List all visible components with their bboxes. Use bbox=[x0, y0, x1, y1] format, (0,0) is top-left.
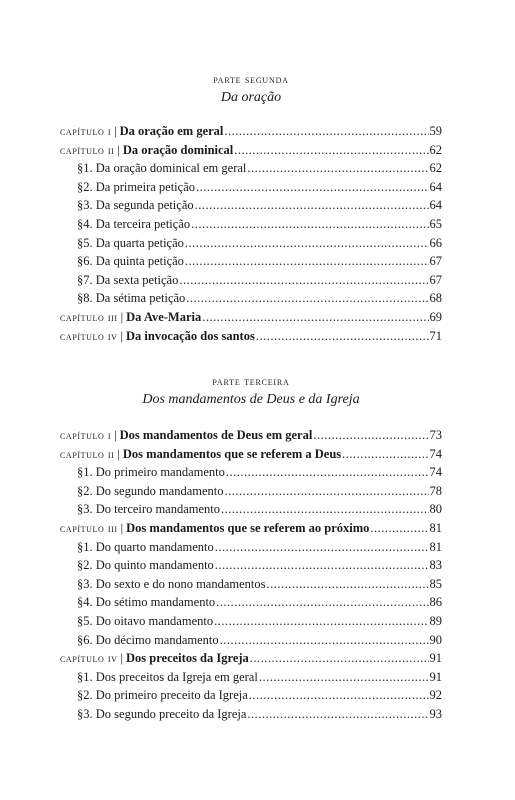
page-number: 69 bbox=[429, 309, 442, 324]
dot-leader bbox=[250, 649, 429, 668]
page-number: 74 bbox=[429, 465, 442, 480]
chapter-label: capítulo iv bbox=[60, 653, 118, 666]
section-title: §6. Do décimo mandamento bbox=[77, 632, 219, 647]
chapter-separator: | bbox=[120, 328, 123, 343]
chapter-separator: | bbox=[120, 520, 124, 535]
page-number: 78 bbox=[429, 483, 442, 498]
dot-leader bbox=[247, 705, 428, 724]
chapter-label: capítulo ii bbox=[60, 144, 115, 157]
dot-leader bbox=[216, 593, 428, 612]
toc-section-entry[interactable] bbox=[60, 593, 442, 612]
section-title: §1. Da oração dominical em geral bbox=[77, 161, 247, 176]
page-number: 68 bbox=[429, 291, 442, 306]
page-number: 67 bbox=[429, 272, 442, 287]
chapter-label: capítulo iv bbox=[60, 330, 118, 343]
chapter-title: Da oração dominical bbox=[122, 142, 234, 157]
toc-chapter-entry[interactable] bbox=[60, 122, 442, 141]
chapter-label: capítulo iii bbox=[60, 311, 118, 324]
toc-chapter-entry[interactable] bbox=[60, 308, 442, 327]
section-title: §1. Dos preceitos da Igreja em geral bbox=[77, 669, 258, 684]
dot-leader bbox=[202, 308, 428, 327]
chapter-title: Dos mandamentos de Deus em geral bbox=[119, 428, 313, 442]
chapter-label: capítulo i bbox=[60, 430, 112, 442]
dot-leader bbox=[191, 215, 428, 234]
page-number: 66 bbox=[429, 235, 442, 250]
chapter-separator: | bbox=[117, 446, 120, 461]
toc-section-entry[interactable] bbox=[60, 196, 442, 215]
toc-list bbox=[60, 426, 442, 724]
dot-leader bbox=[221, 500, 428, 519]
section-title: §5. Do oitavo mandamento bbox=[77, 613, 214, 628]
section-title: §7. Da sexta petição bbox=[77, 272, 179, 287]
toc-section-entry[interactable] bbox=[60, 668, 442, 687]
dot-leader bbox=[247, 159, 428, 178]
page-number: 73 bbox=[429, 428, 442, 442]
dot-leader bbox=[185, 234, 429, 253]
part-title: Dos mandamentos de Deus e da Igreja bbox=[142, 392, 360, 407]
toc-chapter-entry[interactable] bbox=[60, 141, 442, 160]
section-title: §4. Da terceira petição bbox=[77, 216, 191, 231]
toc-section-entry[interactable] bbox=[60, 234, 442, 253]
chapter-title: Dos preceitos da Igreja bbox=[126, 651, 249, 666]
page-number: 80 bbox=[429, 502, 442, 517]
dot-leader bbox=[249, 686, 429, 705]
toc-section-entry[interactable] bbox=[60, 178, 442, 197]
dot-leader bbox=[195, 196, 429, 215]
page-number: 67 bbox=[429, 254, 442, 269]
chapter-separator: | bbox=[114, 428, 117, 442]
section-title: §3. Da segunda petição bbox=[77, 198, 194, 213]
chapter-label: capítulo iii bbox=[60, 522, 118, 535]
toc-section-entry[interactable] bbox=[60, 500, 442, 519]
dot-leader bbox=[370, 519, 428, 538]
toc-section-entry[interactable] bbox=[60, 159, 442, 178]
toc-section-entry[interactable] bbox=[60, 538, 442, 557]
dot-leader bbox=[185, 252, 429, 271]
part-label: parte segunda bbox=[213, 74, 289, 86]
toc-section-entry[interactable] bbox=[60, 289, 442, 308]
page-number: 64 bbox=[429, 198, 442, 213]
dot-leader bbox=[186, 289, 428, 308]
part-title: Da oração bbox=[220, 90, 282, 105]
page-number: 81 bbox=[429, 539, 442, 554]
page-number: 91 bbox=[429, 669, 442, 684]
chapter-separator: | bbox=[117, 142, 120, 157]
section-title: §5. Da quarta petição bbox=[77, 235, 184, 250]
part-heading bbox=[60, 375, 442, 409]
part-heading bbox=[60, 73, 442, 107]
toc-chapter-entry[interactable] bbox=[60, 649, 442, 668]
toc-chapter-entry[interactable] bbox=[60, 327, 442, 346]
chapter-title: Dos mandamentos que se referem ao próximo bbox=[126, 520, 370, 535]
toc-chapter-entry[interactable] bbox=[60, 445, 442, 464]
part-label: parte terceira bbox=[212, 376, 290, 388]
toc-list bbox=[60, 122, 442, 345]
page-number: 62 bbox=[429, 142, 442, 157]
chapter-separator: | bbox=[120, 651, 123, 666]
page-number: 81 bbox=[429, 520, 442, 535]
page-number: 74 bbox=[429, 446, 442, 461]
chapter-title: Dos mandamentos que se referem a Deus bbox=[122, 446, 342, 461]
dot-leader bbox=[224, 122, 428, 141]
toc-section-entry[interactable] bbox=[60, 686, 442, 705]
page-number: 62 bbox=[429, 161, 442, 176]
page-number: 93 bbox=[429, 706, 442, 721]
toc-section-entry[interactable] bbox=[60, 252, 442, 271]
dot-leader bbox=[215, 556, 429, 575]
chapter-title: Da Ave-Maria bbox=[126, 309, 202, 324]
dot-leader bbox=[220, 631, 429, 650]
dot-leader bbox=[234, 141, 428, 160]
section-title: §1. Do quarto mandamento bbox=[77, 539, 214, 554]
dot-leader bbox=[215, 538, 429, 557]
chapter-title: Da invocação dos santos bbox=[126, 328, 255, 343]
chapter-separator: | bbox=[114, 124, 117, 138]
dot-leader bbox=[214, 612, 428, 631]
toc-section-entry[interactable] bbox=[60, 631, 442, 650]
section-title: §2. Do primeiro preceito da Igreja bbox=[77, 688, 248, 703]
section-title: §3. Do terceiro mandamento bbox=[77, 502, 221, 517]
page-number: 83 bbox=[429, 558, 442, 573]
page-number: 64 bbox=[429, 179, 442, 194]
page-number: 91 bbox=[429, 651, 442, 666]
chapter-separator: | bbox=[120, 309, 124, 324]
section-title: §8. Da sétima petição bbox=[77, 291, 186, 306]
dot-leader bbox=[225, 482, 429, 501]
section-title: §1. Do primeiro mandamento bbox=[77, 465, 225, 480]
dot-leader bbox=[342, 445, 428, 464]
section-title: §2. Do segundo mandamento bbox=[77, 483, 224, 498]
section-title: §2. Da primeira petição bbox=[77, 179, 196, 194]
dot-leader bbox=[267, 575, 429, 594]
chapter-label: capítulo ii bbox=[60, 448, 115, 461]
section-title: §6. Da quinta petição bbox=[77, 254, 184, 269]
toc-section-entry[interactable] bbox=[60, 463, 442, 482]
page-number: 59 bbox=[429, 124, 442, 138]
chapter-title: Da oração em geral bbox=[119, 124, 224, 138]
toc-section-entry[interactable] bbox=[60, 575, 442, 594]
toc-section-entry[interactable] bbox=[60, 556, 442, 575]
section-title: §4. Do sétimo mandamento bbox=[77, 595, 216, 610]
chapter-label: capítulo i bbox=[60, 126, 112, 138]
dot-leader bbox=[256, 327, 429, 346]
dot-leader bbox=[179, 271, 428, 290]
page-number: 90 bbox=[429, 632, 442, 647]
page-number: 65 bbox=[429, 216, 442, 231]
page-number: 86 bbox=[429, 595, 442, 610]
dot-leader bbox=[313, 426, 428, 445]
dot-leader bbox=[259, 668, 429, 687]
toc-section-entry[interactable] bbox=[60, 612, 442, 631]
toc-section-entry[interactable] bbox=[60, 215, 442, 234]
toc-chapter-entry[interactable] bbox=[60, 519, 442, 538]
toc-section-entry[interactable] bbox=[60, 271, 442, 290]
section-title: §3. Do sexto e do nono mandamentos bbox=[77, 576, 266, 591]
toc-section-entry[interactable] bbox=[60, 705, 442, 724]
section-title: §2. Do quinto mandamento bbox=[77, 558, 214, 573]
dot-leader bbox=[196, 178, 428, 197]
page-number: 71 bbox=[429, 328, 442, 343]
toc-section-entry[interactable] bbox=[60, 482, 442, 501]
page-number: 85 bbox=[429, 576, 442, 591]
toc-chapter-entry[interactable] bbox=[60, 426, 442, 445]
page-number: 92 bbox=[429, 688, 442, 703]
section-title: §3. Do segundo preceito da Igreja bbox=[77, 706, 247, 721]
dot-leader bbox=[226, 463, 429, 482]
page-number: 89 bbox=[429, 613, 442, 628]
